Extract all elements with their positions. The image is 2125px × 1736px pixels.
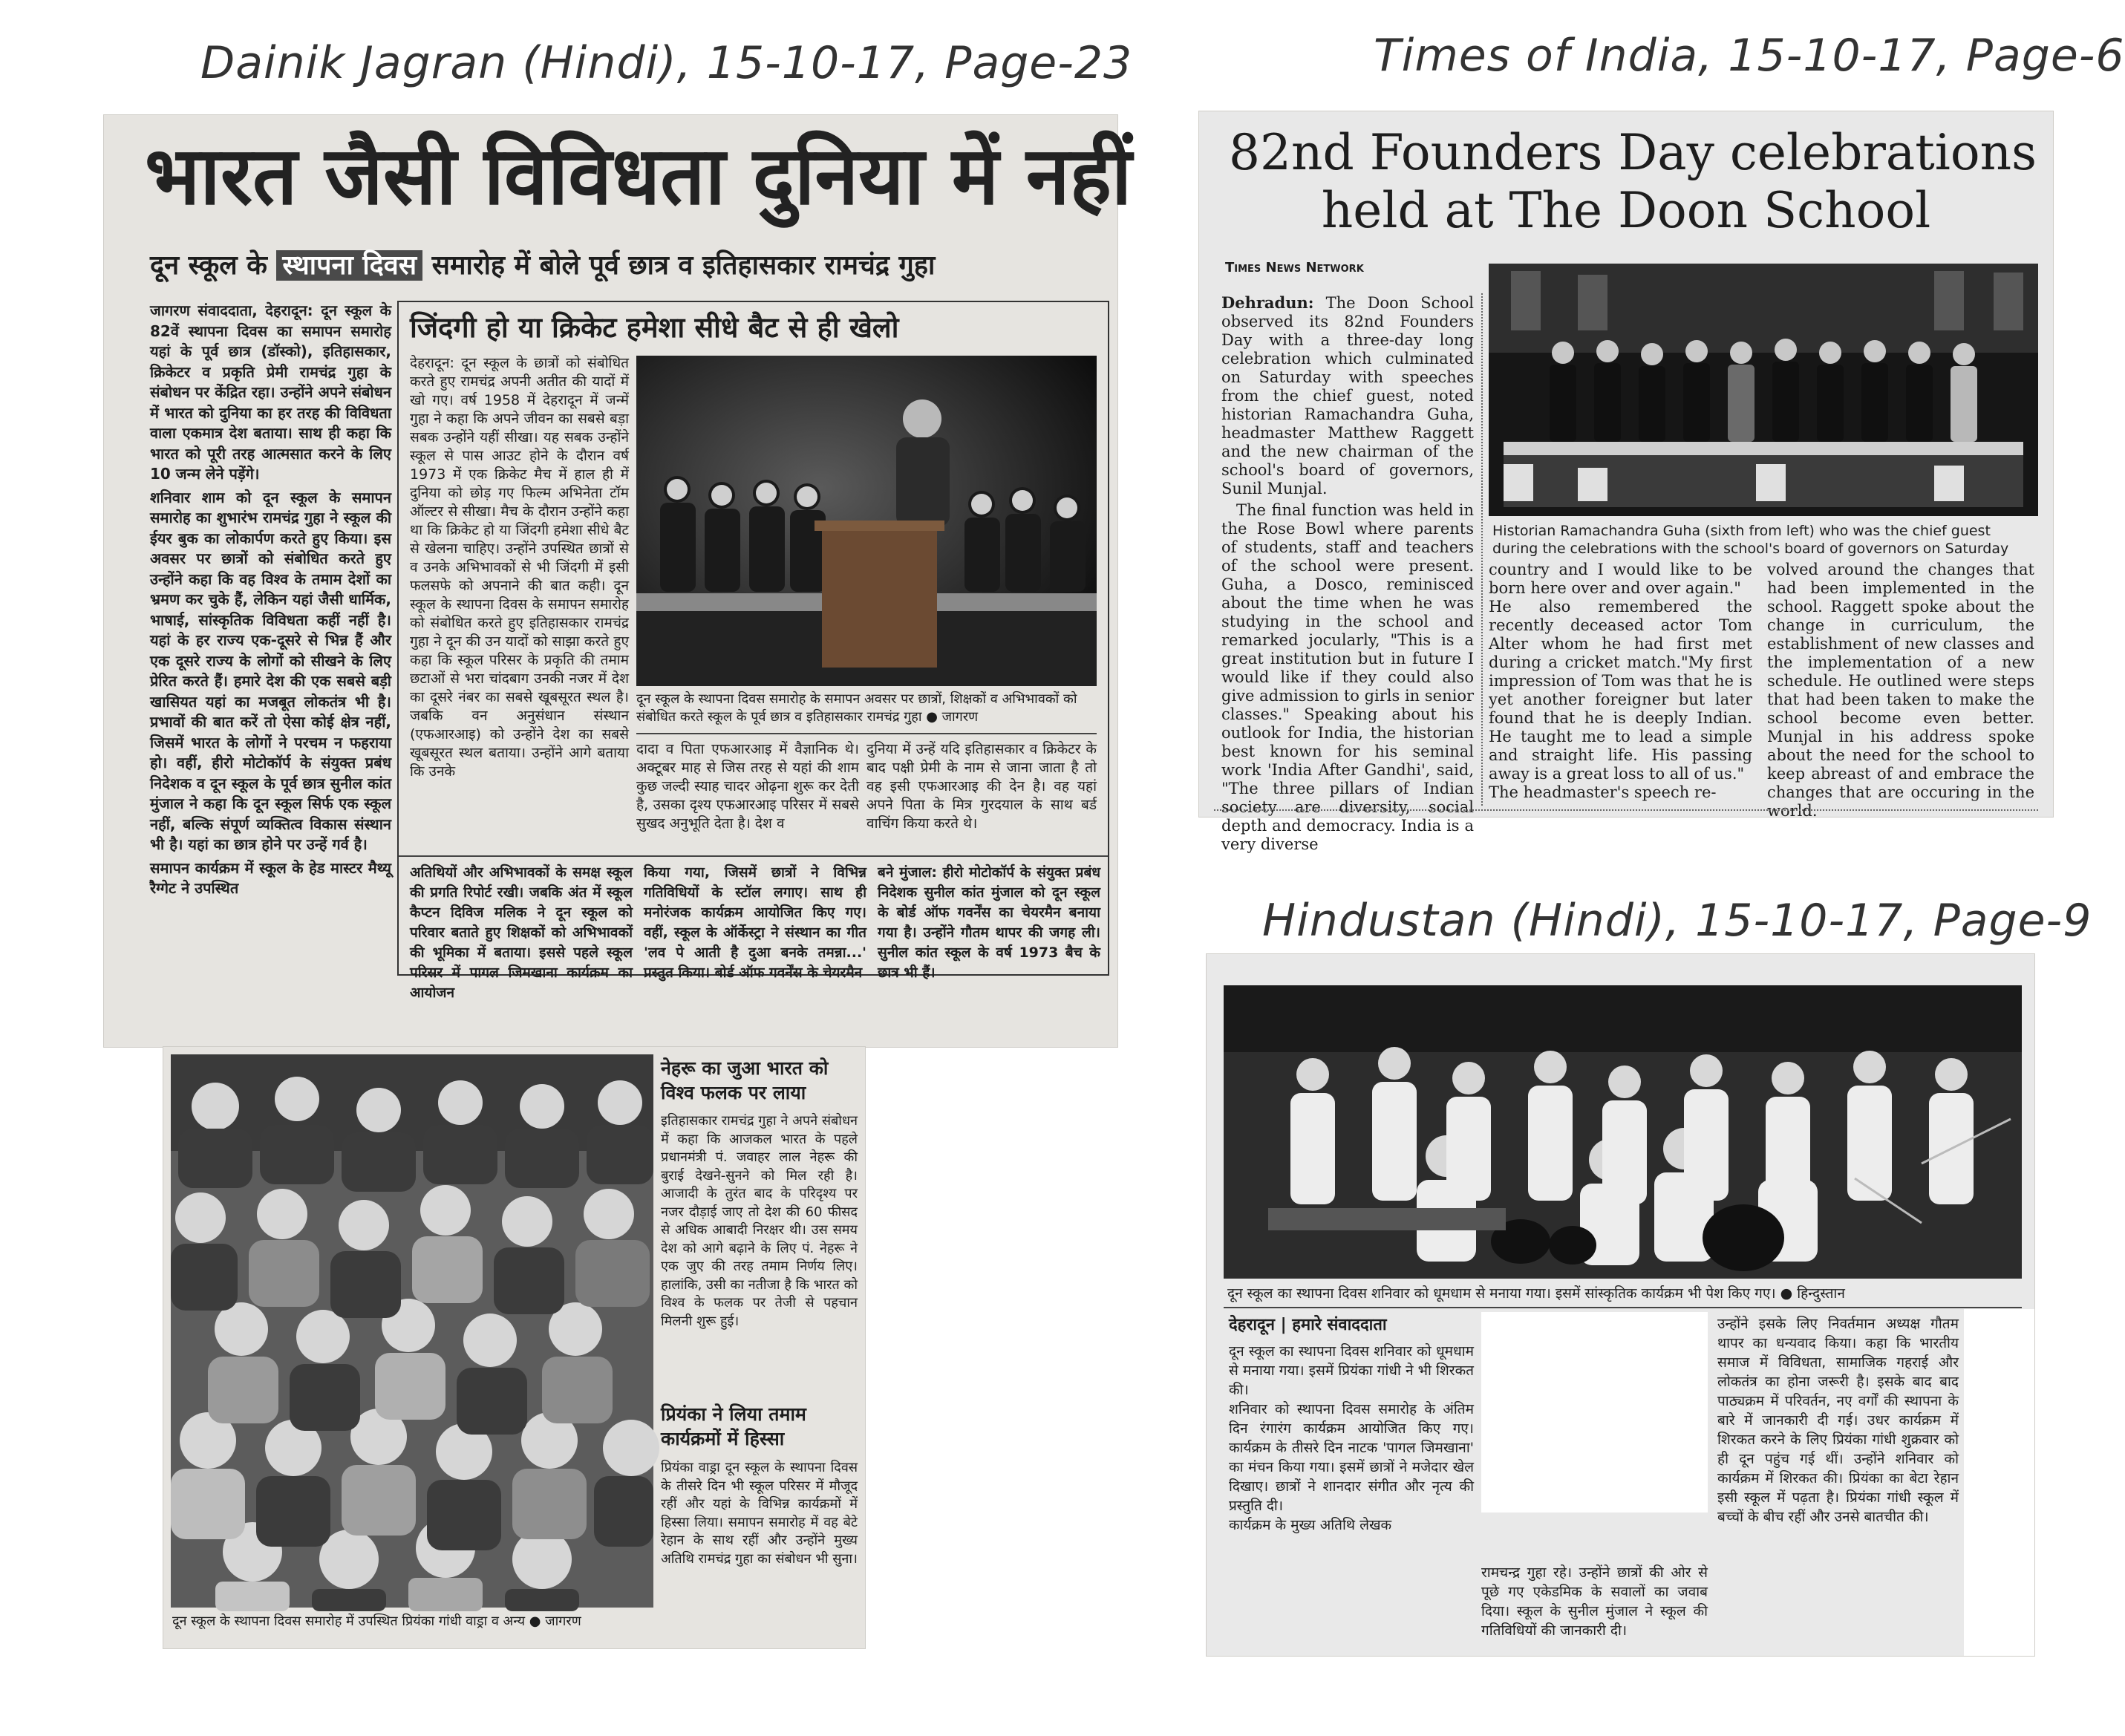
toi-byline: Times News Network xyxy=(1225,260,1364,275)
annotation-times-of-india: Times of India, 15-10-17, Page-6 xyxy=(1374,30,2125,82)
box-column: देहरादून: दून स्कूल के छात्रों को संबोधित करते हुए रामचंद्र अपनी अतीत की यादों में खो गए। वर्ष 1958 में देहरादून में जन्में गुहा ने कहा कि अपने जीवन का सबसे बड़ा सबक उन्होंने यहीं सीखा। यह सबक उन्होंने स्कूल से पास आउट होने के दौरान वर्ष 1973 में एक क्रिकेट मैच में हाल ही में दुनिया को छोड़ गए फिल्म अभिनेता टॉम ऑल्टर से सीखा। मैच के दौरान उन्होंने कहा था कि क्रिकेट हो या जिंदगी हमेशा सीधे बैट से खेलना चाहिए। उन्होंने उपस्थित छात्रों से व उनके अभिभावकों से भी जिंदगी में इसी फलसफे को अपनाने की बात कही। दून स्कूल के स्थापना दिवस के समापन समारोह को संबोधित करते हुए इतिहासकार रामचंद्र गुहा ने दून की उन यादों को साझा करते हुए कहा कि स्कूल परिसर के प्रकृति की तमाम छटाओं से भरा चांदबाग उनकी नजर में देश का दूसरे नंबर का सबसे खूबसूरत स्थल है। जबकि वन अनुसंधान संस्थान (एफआरआइ) को उन्होंने देश का सबसे खूबसूरत स्थल बताया। उन्होंने आगे बताया कि उनके xyxy=(410,355,629,780)
annotation-dainik-jagran: Dainik Jagran (Hindi), 15-10-17, Page-23 xyxy=(200,37,1133,89)
mid-col-1: अतिथियों और अभिभावकों के समक्ष स्कूल की प्रगति रिपोर्ट रखी। जबकि अंत में स्कूल कैप्टन दिविज मलिक ने दून स्कूल को परिवार बताते हुए शिक्षकों को अभिभावकों की भूमिका में बताया। इससे पहले स्कूल परिसर में पागल जिमखाना कार्यक्रम का आयोजन xyxy=(410,864,633,1001)
sidebar-priyanka-text: प्रियंका वाड्रा दून स्कूल के स्थापना दिवस के तीसरे दिन भी स्कूल परिसर में मौजूद रहीं और यहां के विभिन्न कार्यक्रमों में हिस्सा लिया। समापन समारोह में वह बेटे रेहान के साथ रहीं और उन्होंने मुख्य अतिथि रामचंद्र गुहा का संबोधन भी सुना। xyxy=(661,1460,858,1567)
dainik-lower-clipping xyxy=(163,1047,865,1648)
hindustan-column-1 xyxy=(1229,1342,1474,1646)
toi-dateline: Dehradun: xyxy=(1221,293,1314,312)
hindustan-clipping xyxy=(1207,954,2034,1656)
toi-col2-text: country and I would like to be born here over and over again." He also remembered the recently deceased actor Tom Alter whom he had first met during a cricket match."My first impression of Tom was that he is yet another foreigner but later found that he is deeply Indian. He taught me to lead a simple and straight life. His passing away is a great loss to all of us." The headmaster's speech re- xyxy=(1489,561,1752,801)
toi-headline-line-1: 82nd Founders Day celebrations xyxy=(1229,124,2037,181)
subhead-box: स्थापना दिवस xyxy=(276,250,422,281)
hindustan-blank-right xyxy=(1964,1309,2034,1656)
hindustan-photo-caption: दून स्कूल का स्थापना दिवस शनिवार को धूमधाम से मनाया गया। इसमें सांस्कृतिक कार्यक्रम भी पेश किए गए। ● हिन्दुस्तान xyxy=(1227,1285,1845,1302)
crowd-photo xyxy=(171,1054,653,1608)
sidebar-nehru-title: नेहरू का जुआ भारत को विश्व फलक पर लाया xyxy=(661,1057,829,1103)
sidebar-nehru-text: इतिहासकार रामचंद्र गुहा ने अपने संबोधन में कहा कि आजकल भारत के पहले प्रधानमंत्री पं. जवाहर लाल नेहरू की बुराई देखने-सुनने को मिल रही है। आजादी के तुरंत बाद के परिदृश्य पर नजर दौड़ाई जाए तो देश की 60 फीसद से अधिक आबादी निरक्षर थी। उस समय देश को आगे बढ़ाने के लिए पं. नेहरू ने एक जुए की तरह तमाम निर्णय लिए। हालांकि, उसी का नतीजा है कि भारत को विश्व के फलक पर तेजी से पहचान मिलनी शुरू हुई। xyxy=(661,1113,858,1329)
left-para-3: समापन कार्यक्रम में स्कूल के हेड मास्टर मैथ्यू रैग्गेट ने उपस्थित xyxy=(150,858,391,897)
hindustan-dateline: देहरादून | हमारे संवाददाता xyxy=(1229,1316,1387,1334)
times-of-india-clipping xyxy=(1199,111,2053,853)
dainik-jagran-clipping xyxy=(104,115,1132,1047)
toi-photo-caption: Historian Ramachandra Guha (sixth from left) who was the chief guest during the celebrations with the school's board of governors on Saturday xyxy=(1492,523,2009,557)
dainik-headline: भारत जैसी विविधता दुनिया में नहीं xyxy=(145,130,1132,223)
mid-col-2: किया गया, जिसमें छात्रों ने विभिन्न गतिविधियों के स्टॉल लगाए। साथ ही मनोरंजक कार्यक्रम आयोजित किए गए। वहीं, स्कूल के ऑर्केस्ट्रा ने संस्थान का गीत 'लव पे आती है दुआ बनके तमन्ना...' प्रस्तुत किया। बोर्ड ऑफ गवर्नेंस के चेयरमैन xyxy=(644,864,866,981)
dainik-subhead xyxy=(150,247,935,284)
guha-speech-photo xyxy=(636,356,1097,686)
sidebar-priyanka-title: प्रियंका ने लिया तमाम कार्यक्रमों में हिस्सा xyxy=(661,1403,806,1449)
left-para-1: जागरण संवाददाता, देहरादून: दून स्कूल के 82वें स्थापना दिवस का समापन समारोह यहां के पूर्व छात्र (डॉस्को), इतिहासकार, क्रिकेटर व प्रकृति प्रेमी रामचंद्र गुहा के संबोधन पर केंद्रित रहा। उन्होंने अपने संबोधन में भारत को दुनिया का हर तरह की विविधता वाला एकमात्र देश बताया। साथ ही कहा कि भारत को पूरी तरह आत्मसात करने के लिए 10 जन्म लेने पड़ेंगे। xyxy=(150,301,391,483)
hindustan-blank-ad-space xyxy=(1481,1312,1708,1513)
toi-column-2 xyxy=(1489,561,1752,809)
toi-col1-b: The final function was held in the Rose Bowl where parents of students, staff and teachers of the school were present. Guha, a Dosco, reminisced about the time when he was studying in the school and remarked jocularly, "This is a great institution but in future I would like if they could also give admission to girls in senior classes." Speaking about his outlook for India, the historian best known for his seminal work 'India After Gandhi', said, "The three pillars of Indian society are diversity, social depth and democracy. India is a very diverse xyxy=(1221,501,1474,853)
box-bottom-col-1: दादा व पिता एफआरआइ में वैज्ञानिक थे। अक्टूबर माह से जिस तरह से यहां की शाम कुछ जल्दी स्याह चादर ओढ़ना शुरू कर देती है, उसका दृश्य एफआरआइ परिसर में सबसे सुखद अनुभूति देता है। देश व xyxy=(636,741,859,832)
hindustan-music-photo xyxy=(1224,985,2022,1279)
subhead-post: समारोह में बोले पूर्व छात्र व इतिहासकार रामचंद्र गुहा xyxy=(431,250,936,281)
hindustan-column-2: रामचन्द्र गुहा रहे। उन्होंने छात्रों की ओर से पूछे गए एकेडमिक के सवालों का जवाब दिया। स्कूल के सुनील मुंजाल ने स्कूल की गतिविधियों की जानकारी दी। xyxy=(1481,1564,1708,1639)
mid-col-3: बने मुंजाल: हीरो मोटोकॉर्प के संयुक्त प्रबंध निदेशक सुनील कांत मुंजाल को दून स्कूल के बोर्ड ऑफ गवर्नेंस का चेयरमैन बनाया गया है। उन्होंने गौतम थापर की जगह ली। सुनील कांत स्कूल के वर्ष 1973 बैच के छात्र भी हैं। xyxy=(878,864,1100,981)
hindustan-col1-text: दून स्कूल का स्थापना दिवस शनिवार को धूमधाम से मनाया गया। इसमें प्रियंका गांधी ने भी शिरकत की। शनिवार को स्थापना दिवस समारोह के अंतिम दिन रंगारंग कार्यक्रम आयोजित किए गए। कार्यक्रम के तीसरे दिन नाटक 'पागल जिमखाना' का मंचन किया गया। इसमें छात्रों ने मजेदार खेल दिखाए। छात्रों ने शानदार संगीत और नृत्य की प्रस्तुति दी। कार्यक्रम के मुख्य अतिथि लेखक xyxy=(1229,1343,1474,1533)
box-bottom-col-2: दुनिया में उन्हें यदि इतिहासकार व क्रिकेटर के बाद पक्षी प्रेमी के नाम से जाना जाता है तो वह इसी एफआरआइ की देन है। वह यहां अपने पिता के मित्र गुरदयाल के साथ बर्ड वाचिंग किया करते थे। xyxy=(866,741,1097,832)
toi-column-3: volved around the changes that had been implemented in the school. Raggett spoke about the change in curriculum, the establishment of new classes and the implementation of a new schedule. He outlined were steps that had been taken to make the school become even better. Munjal in his address spoke about the need for the school to keep abreast of and embrace the changes that are occuring in the world. xyxy=(1767,561,2034,820)
box-photo-caption: दून स्कूल के स्थापना दिवस समारोह के समापन अवसर पर छात्रों, शिक्षकों व अभिभावकों को संबोधित करते स्कूल के पूर्व छात्र व इतिहासकार रामचंद्र गुहा ● जागरण xyxy=(636,691,1077,725)
crowd-caption: दून स्कूल के स्थापना दिवस समारोह में उपस्थित प्रियंका गांधी वाड्रा व अन्य ● जागरण xyxy=(172,1613,581,1629)
toi-col1-a: The Doon School observed its 82nd Founders Day with a three-day long celebration which culminated on Saturday with speeches from the chief guest, noted historian Ramachandra Guha, headmaster Matthew Raggett and the new chairman of the school's board of governors, Sunil Munjal. xyxy=(1221,294,1474,497)
left-para-2: शनिवार शाम को दून स्कूल के समापन समारोह का शुभारंभ रामचंद्र गुहा ने स्कूल की ईयर बुक का लोकार्पण करते हुए किया। इस अवसर पर छात्रों को संबोधित करते हुए उन्होंने कहा कि वह विश्व के तमाम देशों का भ्रमण कर चुके हैं, लेकिन यहां जैसी धार्मिक, भाषाई, सांस्कृतिक विविधता कहीं नहीं है। यहां के हर राज्य एक-दूसरे से भिन्न हैं और एक दूसरे राज्य के लोगों को सीखने के लिए प्रेरित करते हैं। हमारे देश की एक सबसे बड़ी खासियत यहां का मजबूत लोकतंत्र भी है। प्रभावों की बात करें तो ऐसा कोई क्षेत्र नहीं, जिसमें भारत के लोगों ने परचम न फहराया हो। वहीं, हीरो मोटोकॉर्प के संयुक्त प्रबंध निदेशक व दून स्कूल के पूर्व छात्र सुनील कांत मुंजाल ने कहा कि दून स्कूल सिर्फ एक स्कूल नहीं, बल्कि संपूर्ण व्यक्तित्व विकास संस्थान भी है। यहां का छात्र होने पर उन्हें गर्व है। xyxy=(150,488,391,853)
dainik-left-column xyxy=(150,301,391,1043)
dainik-boxed-feature xyxy=(397,301,1109,1001)
subhead-pre: दून स्कूल के xyxy=(150,250,267,281)
toi-column-1 xyxy=(1221,293,1474,853)
hindustan-column-3: उन्होंने इसके लिए निवर्तमान अध्यक्ष गौतम थापर का धन्यवाद किया। कहा कि भारतीय समाज में विविधता, सामाजिक गहराई और लोकतंत्र का होना जरूरी है। इसके बाद बाद पाठ्यक्रम में परिवर्तन, नए वर्गों की स्थापना के बारे में जानकारी दी गई। उधर कार्यक्रम में शिरकत करने के लिए प्रियंका गांधी शुक्रवार को ही दून पहुंच गई थीं। उन्होंने शनिवार को कार्यक्रम में शिरकत की। प्रियंका का बेटा रेहान इसी स्कूल में पढ़ता है। प्रियंका गांधी स्कूल में बच्चों के बीच रहीं और उनसे बातचीत की। xyxy=(1717,1316,1959,1525)
box-title: जिंदगी हो या क्रिकेट हमेशा सीधे बैट से ही खेलो xyxy=(410,311,899,344)
toi-board-photo xyxy=(1489,264,2038,516)
toi-headline-line-2: held at The Doon School xyxy=(1321,182,1931,239)
annotation-hindustan: Hindustan (Hindi), 15-10-17, Page-9 xyxy=(1262,895,2092,947)
